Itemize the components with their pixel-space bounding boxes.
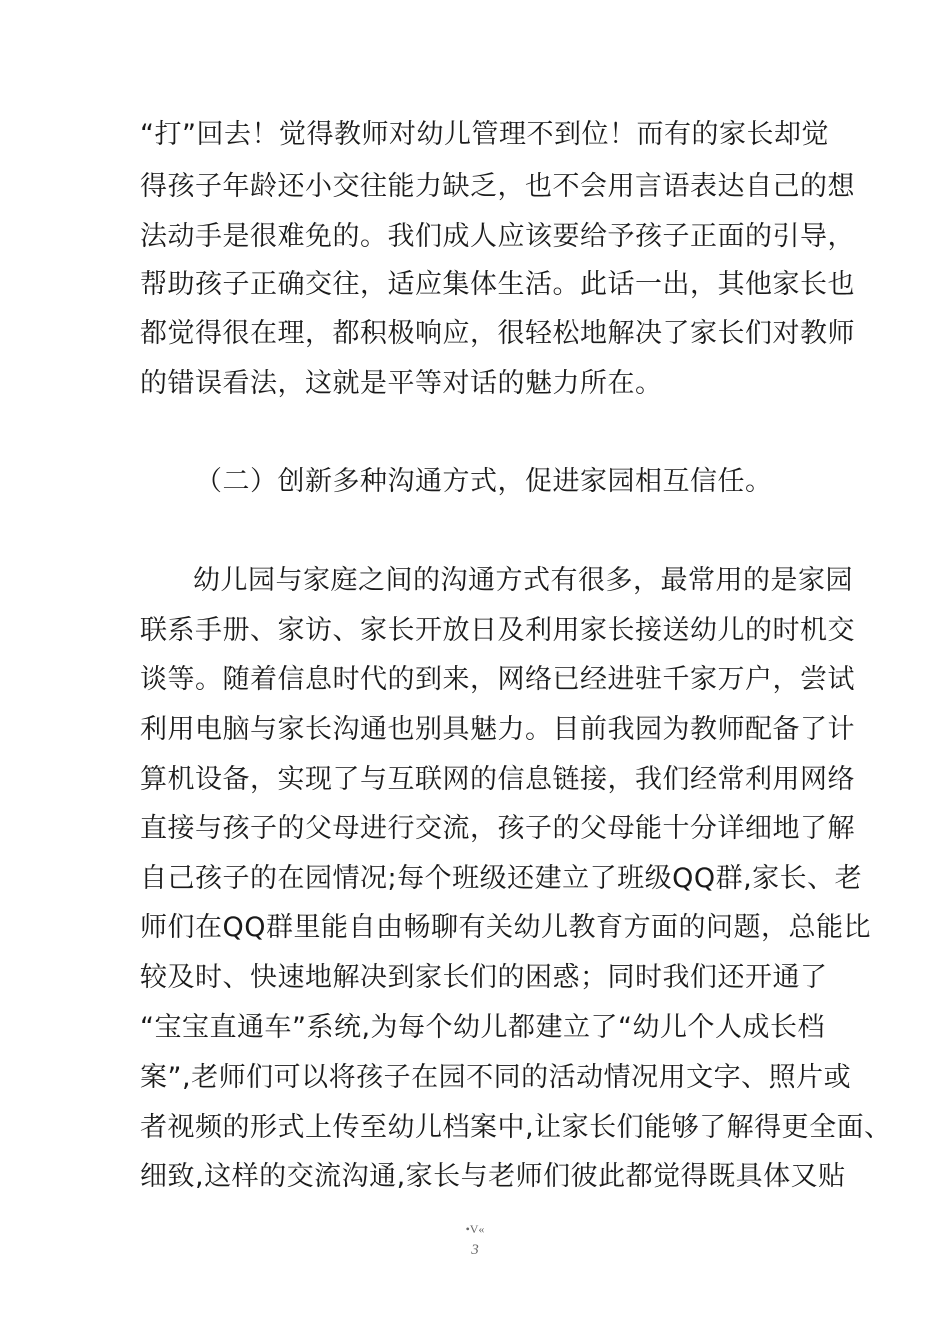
text-line: 法动手是很难免的。我们成人应该要给予孩子正面的引导，: [140, 221, 855, 252]
text-line: 的错误看法，这就是平等对话的魅力所在。: [140, 368, 663, 399]
text-line: 细致,这样的交流沟通,家长与老师们彼此都觉得既具体又贴: [140, 1161, 846, 1192]
text-line: 自己孩子的在园情况;每个班级还建立了班级QQ群,家长、老: [140, 863, 863, 894]
page-number: 3: [471, 1242, 479, 1258]
text-line: 案”,老师们可以将孩子在园不同的活动情况用文字、照片或: [140, 1062, 852, 1093]
text-line: 较及时、快速地解决到家长们的困惑；同时我们还开通了: [140, 962, 828, 993]
section-heading: （二）创新多种沟通方式，促进家园相互信任。: [195, 466, 773, 497]
text-line: 都觉得很在理，都积极响应，很轻松地解决了家长们对教师: [140, 318, 855, 349]
text-line: “打”回去！觉得教师对幼儿管理不到位！而有的家长却觉: [140, 119, 829, 150]
text-line: 直接与孩子的父母进行交流，孩子的父母能十分详细地了解: [140, 813, 855, 844]
text-line: 谈等。随着信息时代的到来，网络已经进驻千家万户，尝试: [140, 664, 855, 695]
text-line: 者视频的形式上传至幼儿档案中,让家长们能够了解得更全面、: [140, 1112, 892, 1143]
text-line: 幼儿园与家庭之间的沟通方式有很多，最常用的是家园: [193, 565, 853, 596]
text-line: 得孩子年龄还小交往能力缺乏，也不会用言语表达自己的想: [140, 171, 855, 202]
text-line: 师们在QQ群里能自由畅聊有关幼儿教育方面的问题，总能比: [140, 912, 872, 943]
text-line: 联系手册、家访、家长开放日及利用家长接送幼儿的时机交: [140, 615, 855, 646]
text-line: 算机设备，实现了与互联网的信息链接，我们经常利用网络: [140, 764, 855, 795]
text-line: 帮助孩子正确交往，适应集体生活。此话一出，其他家长也: [140, 269, 855, 300]
text-line: 利用电脑与家长沟通也别具魅力。目前我园为教师配备了计: [140, 714, 855, 745]
footer-decoration: •V«: [465, 1222, 485, 1236]
text-line: “宝宝直通车”系统,为每个幼儿都建立了“幼儿个人成长档: [140, 1012, 826, 1043]
